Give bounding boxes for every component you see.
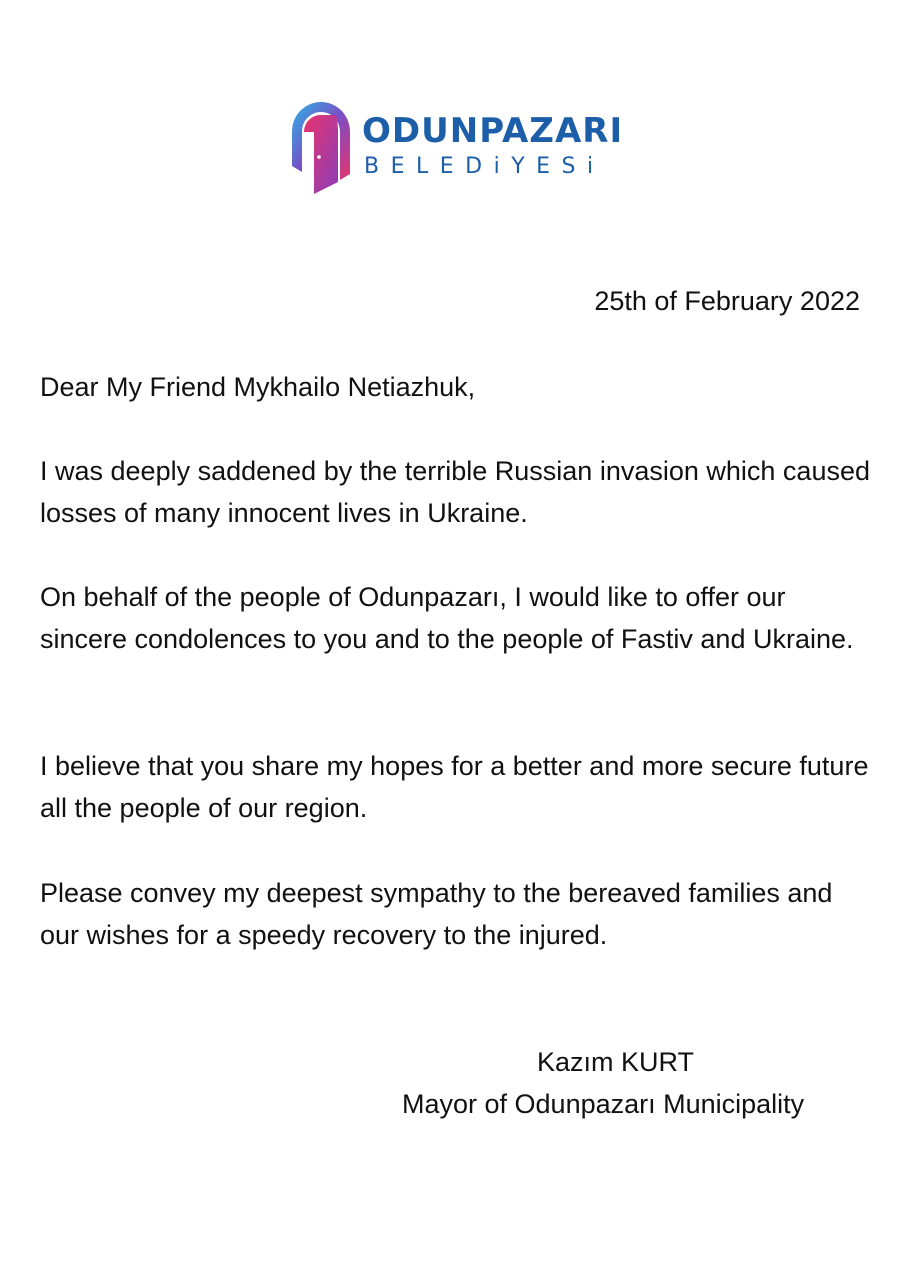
signatory-name: Kazım KURT: [537, 1047, 695, 1077]
body-paragraph-3: I believe that you share my hopes for a better and more secure future all the people of our region.: [40, 751, 869, 823]
letter-date: 25th of February 2022: [594, 286, 860, 316]
door-logo-icon: [290, 102, 352, 194]
salutation: Dear My Friend Mykhailo Netiazhuk,: [40, 372, 476, 402]
logo-subtitle: BELEDiYESi: [364, 154, 605, 179]
body-paragraph-2: On behalf of the people of Odunpazarı, I would like to offer our sincere condolences to you and to the people of Fastiv and Ukraine.: [40, 582, 854, 654]
body-paragraph-4: Please convey my deepest sympathy to the bereaved families and our wishes for a speedy recovery to the injured.: [40, 878, 833, 950]
signatory-title: Mayor of Odunpazarı Municipality: [402, 1089, 805, 1119]
municipality-logo: [290, 102, 624, 196]
logo-wordmark: ODUNPAZARI: [362, 111, 624, 151]
body-paragraph-1: I was deeply saddened by the terrible Russian invasion which caused losses of many innocent lives in Ukraine.: [40, 456, 870, 528]
